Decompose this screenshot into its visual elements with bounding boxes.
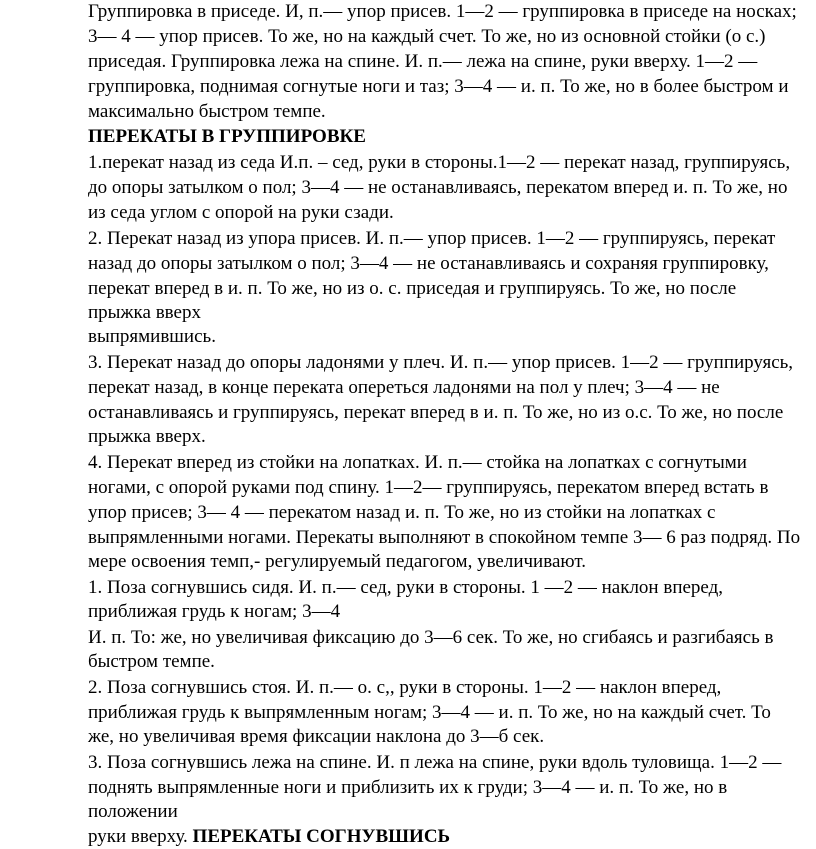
text-line: 1.перекат назад из седа И.п. – сед, руки в стороны.1—2 — перекат назад, группируясь, [88,152,791,173]
text-line: ногами, с опорой руками под спину. 1—2— группируясь, перекатом вперед встать в [88,477,769,498]
section-heading: ПЕРЕКАТЫ В ГРУППИРОВКЕ [88,126,366,147]
text-line: 1. Поза согнувшись сидя. И. п.— сед, руки в стороны. 1 —2 — наклон вперед, [88,577,724,598]
text-line-final [88,825,450,849]
text-line: группировка, поднимая согнутые ноги и таз; 3—4 — и. п. То же, но в более быстром и [88,76,789,97]
text-line: до опоры затылком о пол; 3—4 — не останавливаясь, перекатом вперед и. п. То же, но [88,177,788,198]
text-line: из седа углом с опорой на руки сзади. [88,202,394,223]
text-line: выпрямившись. [88,326,216,347]
text-line: перекат вперед в и. п. То же, но из о. с. приседая и группируясь. То же, но после [88,278,737,299]
text-line: положении [88,801,178,822]
text-line: приседая. Группировка лежа на спине. И. п.— лежа на спине, руки вверху. 1—2 — [88,51,758,72]
text-line: И. п. То: же, но увеличивая фиксацию до 3—6 сек. То же, но сгибаясь и разгибаясь в [88,627,774,648]
text-line: поднять выпрямленные ноги и приблизить их к груди; 3—4 — и. п. То же, но в [88,777,728,798]
text-line: приближая грудь к ногам; 3—4 [88,601,341,622]
text-line: же, но увеличивая время фиксации наклона до 3—б сек. [88,726,545,747]
text-line: перекат назад, в конце переката опереться ладонями на пол у плеч; 3—4 — не [88,377,720,398]
text-line: 3. Поза согнувшись лежа на спине. И. п лежа на спине, руки вдоль туловища. 1—2 — [88,752,782,773]
text-fragment: руки вверху. [88,826,193,847]
text-line: выпрямленными ногами. Перекаты выполняют в спокойном темпе 3— 6 раз подряд. По [88,527,801,548]
text-line: максимально быстром темпе. [88,101,326,122]
text-line: 2. Перекат назад из упора присев. И. п.— упор присев. 1—2 — группируясь, перекат [88,228,776,249]
text-line: останавливаясь и группируясь, перекат вперед в и. п. То же, но из о.с. То же, но после [88,402,784,423]
text-line: 4. Перекат вперед из стойки на лопатках. И. п.— стойка на лопатках с согнутыми [88,452,747,473]
text-line: 3. Перекат назад до опоры ладонями у плеч. И. п.— упор присев. 1—2 — группируясь, [88,352,794,373]
text-line: Группировка в приседе. И, п.— упор присев. 1—2 — группировка в приседе на носках; [88,1,797,22]
text-line: 3— 4 — упор присев. То же, но на каждый счет. То же, но из основной стойки (о с.) [88,26,766,47]
text-line: приближая грудь к выпрямленным ногам; 3—4 — и. п. То же, но на каждый счет. То [88,702,771,723]
text-line: 2. Поза согнувшись стоя. И. п.— о. с,, руки в стороны. 1—2 — наклон вперед, [88,677,722,698]
text-line: упор присев; 3— 4 — перекатом назад и. п. То же, но из стойки на лопатках с [88,502,716,523]
text-line: прыжка вверх [88,302,201,323]
text-line: прыжка вверх. [88,426,206,447]
text-line: быстром темпе. [88,651,215,672]
text-line: назад до опоры затылком о пол; 3—4 — не останавливаясь и сохраняя группировку, [88,253,769,274]
text-line: мере освоения темп,- регулируемый педагогом, увеличивают. [88,551,586,572]
section-heading-inline: ПЕРЕКАТЫ СОГНУВШИСЬ [192,826,451,847]
